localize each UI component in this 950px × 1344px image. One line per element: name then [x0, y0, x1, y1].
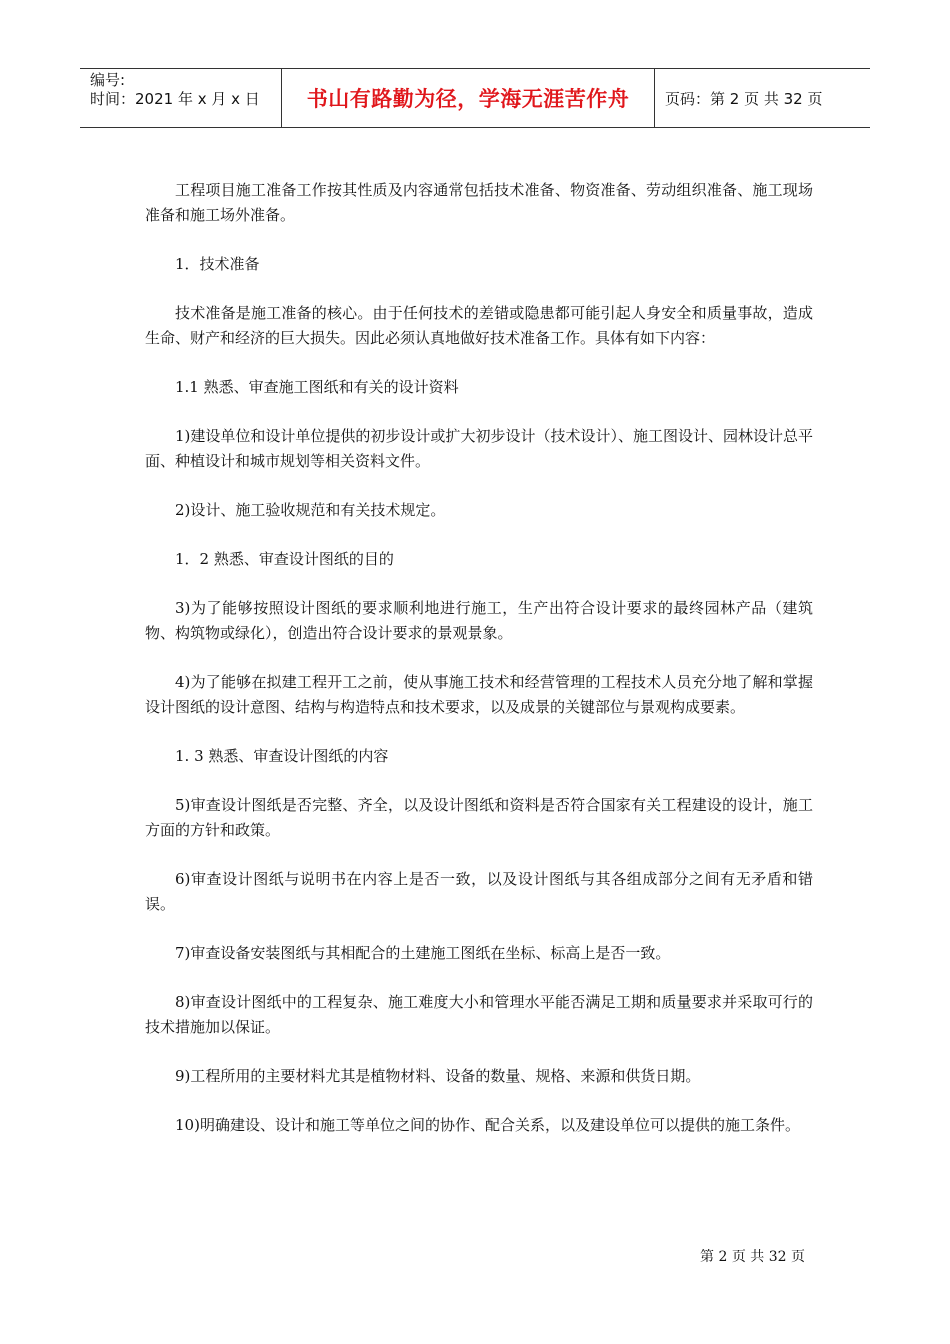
section-heading-technical-prep: 1．技术准备: [175, 255, 260, 273]
paragraph-technical-prep: 技术准备是施工准备的核心。由于任何技术的差错或隐患都可能引起人身安全和质量事故，造成生命、财产和经济的巨大损失。因此必须认真地做好技术准备工作。具体有如下内容：: [145, 304, 813, 347]
header-meta-cell: [80, 69, 282, 127]
subsection-heading-1-3: 1. 3 熟悉、审查设计图纸的内容: [175, 747, 389, 765]
subsection-heading-1-1: 1.1 熟悉、审查施工图纸和有关的设计资料: [175, 378, 459, 396]
paragraph-intro: 工程项目施工准备工作按其性质及内容通常包括技术准备、物资准备、劳动组织准备、施工现场准备和施工场外准备。: [145, 181, 813, 224]
header-page-cell: [655, 69, 870, 127]
document-body: [145, 178, 813, 1162]
document-time-label: 时间：2021 年 x 月 x 日: [90, 90, 260, 108]
list-item-4: 4)为了能够在拟建工程开工之前，使从事施工技术和经营管理的工程技术人员充分地了解和掌握设计图纸的设计意图、结构与构造特点和技术要求，以及成景的关键部位与景观构成要素。: [145, 673, 813, 716]
list-item-2: 2)设计、施工验收规范和有关技术规定。: [175, 501, 446, 519]
list-item-3: 3)为了能够按照设计图纸的要求顺利地进行施工，生产出符合设计要求的最终园林产品（建筑物、构筑物或绿化），创造出符合设计要求的景观景象。: [145, 599, 813, 642]
list-item-5: 5)审查设计图纸是否完整、齐全，以及设计图纸和资料是否符合国家有关工程建设的设计，施工方面的方针和政策。: [145, 796, 813, 839]
list-item-7: 7)审查设备安装图纸与其相配合的土建施工图纸在坐标、标高上是否一致。: [175, 944, 671, 962]
list-item-6: 6)审查设计图纸与说明书在内容上是否一致，以及设计图纸与其各组成部分之间有无矛盾和错误。: [145, 870, 813, 913]
page-footer: 第 2 页 共 32 页: [700, 1249, 805, 1265]
header-motto: 书山有路勤为径，学海无涯苦作舟: [306, 87, 630, 111]
header-motto-cell: [282, 69, 655, 127]
list-item-1: 1)建设单位和设计单位提供的初步设计或扩大初步设计（技术设计）、施工图设计、园林设计总平面、种植设计和城市规划等相关资料文件。: [145, 427, 813, 470]
document-number-label: 编号:: [90, 71, 126, 89]
list-item-10: 10)明确建设、设计和施工等单位之间的协作、配合关系，以及建设单位可以提供的施工条件。: [175, 1116, 800, 1134]
list-item-9: 9)工程所用的主要材料尤其是植物材料、设备的数量、规格、来源和供货日期。: [175, 1067, 701, 1085]
page-header: [80, 68, 870, 128]
header-page-number: 页码：第 2 页 共 32 页: [665, 89, 823, 108]
subsection-heading-1-2: 1．2 熟悉、审查设计图纸的目的: [175, 550, 394, 568]
list-item-8: 8)审查设计图纸中的工程复杂、施工难度大小和管理水平能否满足工期和质量要求并采取可行的技术措施加以保证。: [145, 993, 813, 1036]
